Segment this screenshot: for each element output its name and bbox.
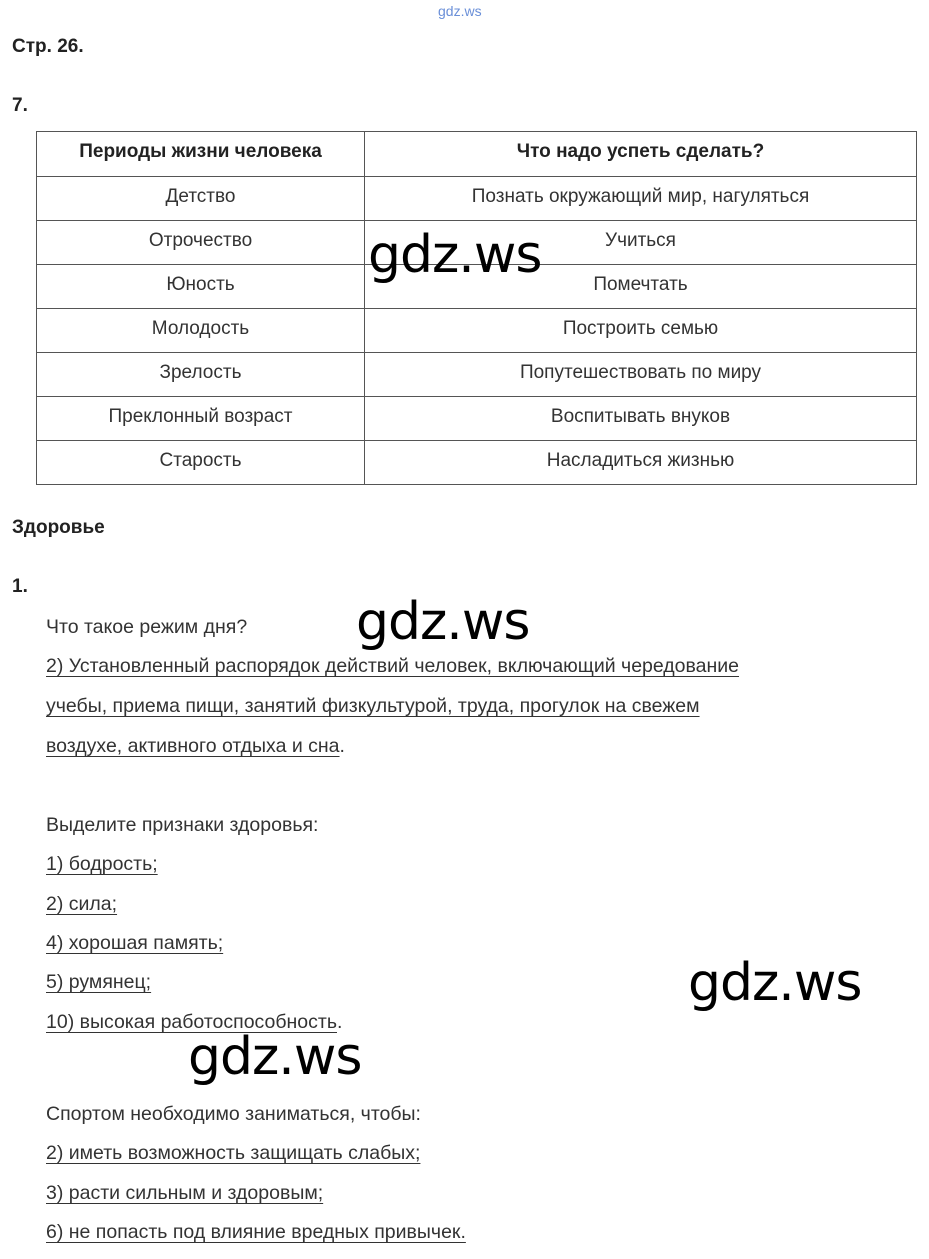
table-row — [37, 441, 917, 485]
answer-text: 4) хорошая память; — [46, 932, 224, 954]
column-header-periods: Периоды жизни человека — [37, 132, 365, 177]
answer-line — [46, 853, 158, 876]
question-daily-routine: Что такое режим дня? — [46, 616, 248, 638]
answer-line — [46, 932, 223, 955]
question-sports: Спортом необходимо заниматься, чтобы: — [46, 1103, 421, 1125]
page-heading: Стр. 26. — [12, 36, 84, 57]
answer-text: 5) румянец; — [46, 971, 152, 993]
answer-period: . — [337, 1011, 343, 1033]
todo-cell: Воспитывать внуков — [365, 397, 917, 441]
period-cell: Молодость — [37, 309, 365, 353]
watermark: gdz.ws — [188, 1027, 362, 1087]
answer-text: 10) высокая работоспособность — [46, 1011, 337, 1033]
table-row — [37, 309, 917, 353]
table-header-row — [37, 132, 917, 177]
answer-text: 3) расти сильным и здоровым; — [46, 1182, 324, 1204]
answer-text: 1) бодрость; — [46, 853, 158, 875]
answer-line — [46, 655, 739, 678]
todo-cell: Учиться — [365, 221, 917, 265]
answer-line — [46, 1142, 420, 1165]
period-cell: Преклонный возраст — [37, 397, 365, 441]
period-cell: Детство — [37, 177, 365, 221]
watermark: gdz.ws — [688, 953, 862, 1013]
task-7-number: 7. — [12, 95, 28, 116]
site-tag: gdz.ws — [438, 3, 482, 19]
answer-line — [46, 971, 151, 994]
todo-cell: Построить семью — [365, 309, 917, 353]
table-row — [37, 397, 917, 441]
column-header-todo: Что надо успеть сделать? — [365, 132, 917, 177]
todo-cell: Попутешествовать по миру — [365, 353, 917, 397]
answer-line — [46, 893, 117, 916]
answer-text: учебы, приема пищи, занятий физкультурой, труда, прогулок на свежем — [46, 695, 700, 717]
table-row — [37, 177, 917, 221]
answer-text: воздухе, активного отдыха и сна — [46, 735, 340, 757]
task-1-number: 1. — [12, 576, 28, 597]
period-cell: Отрочество — [37, 221, 365, 265]
period-cell: Зрелость — [37, 353, 365, 397]
answer-text: 6) не попасть под влияние вредных привычек. — [46, 1221, 466, 1243]
answer-line — [46, 1182, 323, 1205]
answer-text: 2) Установленный распорядок действий человек, включающий чередование — [46, 655, 740, 677]
period-cell: Старость — [37, 441, 365, 485]
answer-line — [46, 695, 700, 718]
answer-text: 2) сила; — [46, 893, 118, 915]
todo-cell: Познать окружающий мир, нагуляться — [365, 177, 917, 221]
answer-line — [46, 735, 345, 758]
watermark: gdz.ws — [368, 225, 542, 285]
answer-text: 2) иметь возможность защищать слабых; — [46, 1142, 421, 1164]
watermark: gdz.ws — [356, 592, 530, 652]
section-heading: Здоровье — [12, 517, 105, 538]
answer-period: . — [339, 735, 345, 757]
todo-cell: Насладиться жизнью — [365, 441, 917, 485]
life-periods-table — [36, 131, 917, 485]
todo-cell: Помечтать — [365, 265, 917, 309]
period-cell: Юность — [37, 265, 365, 309]
answer-line — [46, 1221, 466, 1244]
question-health-signs: Выделите признаки здоровья: — [46, 814, 319, 836]
table-row — [37, 353, 917, 397]
